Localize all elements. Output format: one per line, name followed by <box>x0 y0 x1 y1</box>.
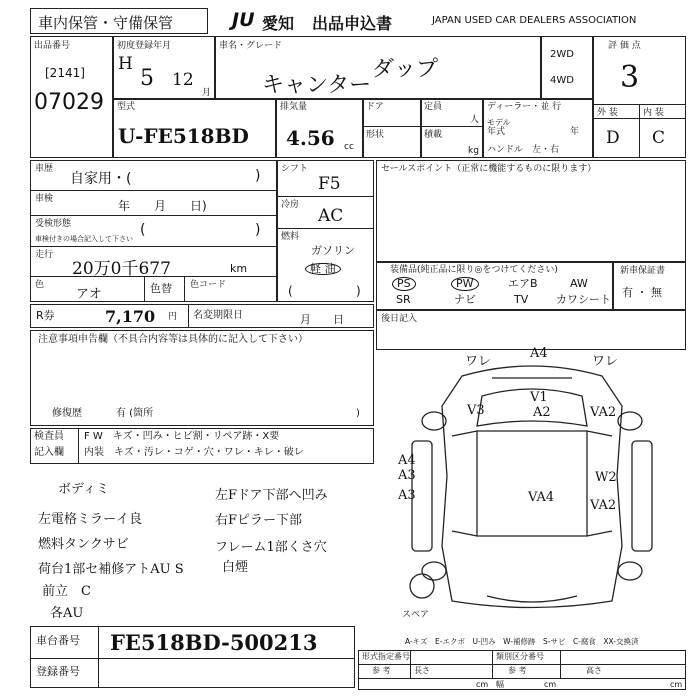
registration-month: 12 <box>172 70 194 90</box>
inspector-label: 検査員 <box>34 431 64 442</box>
diagram-mark-2: A4 <box>530 346 548 361</box>
drive-4wd: 4WD <box>550 75 574 86</box>
note-8: 右Fピラー下部 <box>215 513 303 528</box>
name-change-label: 名変期限日 <box>193 310 243 321</box>
recycle-label: R券 <box>36 309 55 322</box>
ac-value: AC <box>318 206 344 226</box>
repair-label: 修復歴 <box>52 408 82 419</box>
grade-score: 3 <box>620 60 640 95</box>
car-name-label: 車名・グレード <box>219 41 283 51</box>
mileage-value: 20万0千677 <box>72 259 171 279</box>
model-type: U-FE518BD <box>118 124 249 148</box>
note-4: 荷台1部セ補修アトAU S <box>38 562 184 577</box>
type-number-label: 類別区分番号 <box>496 652 544 661</box>
capacity-label: 定員 <box>424 102 443 112</box>
color-value: アオ <box>76 287 102 302</box>
note-3: 燃料タンクサビ <box>38 537 129 552</box>
equipment-label: 装備品(純正品に限り◎をつけてください) <box>390 265 558 275</box>
receive-open: ( <box>140 222 146 238</box>
history-value: 自家用・( <box>70 171 132 187</box>
new-warranty-value: 有 ・ 無 <box>622 286 662 299</box>
car-grade: ダップ <box>372 57 439 82</box>
form-number-label: 形式指定番号 <box>362 652 410 661</box>
chassis-number: FE518BD-500213 <box>110 630 318 655</box>
inspection-label: 車検 <box>35 194 54 204</box>
diagram-mark-12: VA2 <box>590 498 617 513</box>
diagram-mark-3: ワレ <box>592 354 619 369</box>
history-label: 車歴 <box>35 164 54 174</box>
equip-tv: TV <box>514 293 529 306</box>
fuel-diesel-circled: 軽 油 <box>305 263 341 275</box>
inspector-entry-label: 記入欄 <box>34 447 64 458</box>
color-change-label: 色替 <box>150 282 172 295</box>
height-label: 高さ <box>586 666 602 675</box>
new-warranty-label: 新車保証書 <box>620 266 666 276</box>
diagram-mark-8: A4 <box>398 453 416 468</box>
inspector-row1: F W キズ・凹み・ヒビ割・リペア跡・X要 <box>84 431 280 442</box>
type-ref-label: 参 考 <box>508 666 527 675</box>
name-change-value: 月 日 <box>300 313 344 326</box>
brand-logo: JU <box>232 9 255 31</box>
receive-label: 受検形態 <box>35 219 72 229</box>
diagram-mark-9: A3 <box>398 488 416 503</box>
repair-value: 有 (箇所 <box>116 408 154 419</box>
width-label: 幅 <box>496 680 504 689</box>
selling-points-box <box>376 160 686 262</box>
equip-navi: ナビ <box>454 293 476 306</box>
shape-label: 形状 <box>366 130 385 140</box>
brand-org: 愛知 <box>262 14 295 33</box>
lot-number: 07029 <box>34 90 104 115</box>
exterior-grade: D <box>606 128 620 148</box>
km-unit: km <box>230 262 248 275</box>
after-entry-box <box>376 310 686 350</box>
lot-label: 出品番号 <box>34 41 71 51</box>
color-code-label: 色コード <box>190 280 227 290</box>
shift-value: F5 <box>318 174 341 194</box>
model-year-label2: 年式 <box>487 127 506 137</box>
receive-note: 車検付きの場合記入して下さい <box>35 235 133 243</box>
exterior-label: 外 装 <box>597 108 618 118</box>
diagram-mark-13: A3 <box>398 468 416 483</box>
grade-box-label: 評 価 点 <box>608 41 641 51</box>
load-label: 積載 <box>424 130 443 140</box>
mileage-label: 走行 <box>35 250 54 260</box>
model-year-label: モデル <box>487 118 511 127</box>
fuel-gasoline: ガソリン <box>311 244 355 257</box>
fuel-label: 燃料 <box>281 232 300 242</box>
note-2: 左電格ミラーイ良 <box>38 512 143 527</box>
diagram-mark-1: ワレ <box>465 354 492 369</box>
equip-sr: SR <box>396 293 411 306</box>
equip-airbag: エアB <box>508 277 538 290</box>
cc-unit: cc <box>344 142 354 152</box>
registration-year: 5 <box>140 66 154 91</box>
chassis-label: 車台番号 <box>36 634 80 647</box>
note-9: フレーム1部くさ穴 <box>215 540 327 555</box>
dealer-label: ディーラー・並 行 <box>487 102 562 112</box>
door-label: ドア <box>366 102 384 112</box>
fuel-open: ( <box>288 284 293 298</box>
diagram-mark-10: W2 <box>595 470 617 485</box>
model-year-unit: 年 <box>570 127 580 137</box>
length-label: 長さ <box>414 666 430 675</box>
diagram-mark-11: VA4 <box>528 490 555 505</box>
equip-aw: AW <box>570 277 588 290</box>
note-7: 左Fドア下部へ凹み <box>215 488 328 503</box>
interior-label: 内 装 <box>643 108 664 118</box>
inspection-value: 年 月 日) <box>118 199 207 213</box>
spare-label: スペア <box>402 610 430 620</box>
registration-era: H <box>118 54 133 74</box>
note-5: 前立 C <box>42 584 91 599</box>
color-label: 色 <box>35 280 45 290</box>
registration-month-unit: 月 <box>202 88 212 98</box>
form-ref-label: 参 考 <box>372 666 391 675</box>
handle-label: ハンドル 左・右 <box>487 145 560 155</box>
length-unit: cm <box>476 680 489 689</box>
history-close: ) <box>255 168 261 184</box>
note-1: ボディミ <box>58 482 109 497</box>
height-unit: cm <box>670 680 683 689</box>
equip-seat: カワシート <box>556 293 611 306</box>
lot-bracket-number: [2141] <box>45 66 85 80</box>
registration-label: 初度登録年月 <box>117 41 172 51</box>
interior-grade: C <box>652 128 666 148</box>
diagram-mark-4: V1 <box>530 390 548 405</box>
displacement-label: 排気量 <box>280 102 308 112</box>
kg-unit: kg <box>468 146 479 156</box>
person-unit: 人 <box>470 115 480 125</box>
width-unit: cm <box>544 680 557 689</box>
shift-label: シフト <box>281 164 309 174</box>
form-title: 出品申込書 <box>312 14 393 33</box>
diagram-mark-7: VA2 <box>590 405 617 420</box>
diagram-legend: A-キズ E-エクボ U-凹み W-補修跡 S-サビ C-腐食 XX-交換済 <box>405 637 639 646</box>
drive-2wd: 2WD <box>550 49 574 60</box>
inspector-row2: 内装 キズ・汚レ・コゲ・穴・ワレ・キレ・破レ <box>84 447 304 458</box>
selling-points-label: セールスポイント（正常に機能するものに限ります） <box>381 164 597 174</box>
storage-note: 車内保管・守備保管 <box>38 14 174 32</box>
model-type-label: 型式 <box>117 102 136 112</box>
ac-label: 冷房 <box>281 200 300 210</box>
displacement: 4.56 <box>286 126 335 150</box>
recycle-value: 7,170 <box>105 307 156 326</box>
equip-ps: PS <box>392 277 416 291</box>
diagram-mark-6: V3 <box>467 403 485 418</box>
fuel-close: ) <box>356 284 361 298</box>
repair-close: ) <box>356 408 360 419</box>
equip-pw: PW <box>451 277 479 291</box>
association-name: JAPAN USED CAR DEALERS ASSOCIATION <box>432 15 637 26</box>
note-10: 白煙 <box>222 560 249 575</box>
diagram-mark-5: A2 <box>533 405 551 420</box>
after-entry-label: 後日記入 <box>381 314 418 324</box>
notes-label: 注意事項申告欄（不具合内容等は具体的に記入して下さい） <box>38 334 308 345</box>
note-6: 各AU <box>50 606 84 621</box>
receive-close: ) <box>255 222 261 238</box>
car-name: キャンター <box>262 73 372 98</box>
registration-number-label: 登録番号 <box>36 665 80 678</box>
yen-unit: 円 <box>168 312 178 322</box>
